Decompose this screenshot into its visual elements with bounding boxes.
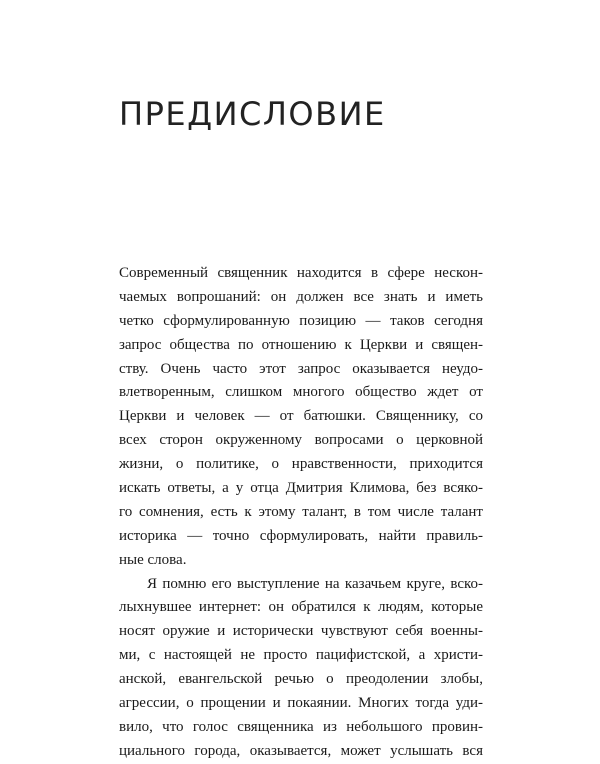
text-line: Я помню его выступление на казачьем круге, вско- [147, 575, 483, 592]
text-line: искать ответы, а у отца Дмитрия Климова, без всяко- [119, 480, 483, 497]
text-line: влетворенным, слишком многого общество ждет от [119, 384, 483, 401]
text-line: агрессии, о прощении и покаянии. Многих тогда уди- [119, 695, 483, 712]
text-line: анской, евангельской речью о преодолении злобы, [119, 671, 483, 688]
text-line: чаемых вопрошаний: он должен все знать и иметь [119, 288, 483, 305]
text-line: носят оружие и исторически чувствуют себя военны- [119, 623, 483, 640]
paragraph-1 [119, 262, 483, 573]
text-line: Церкви и человек — от батюшки. Священнику, со [119, 408, 483, 425]
text-line: вило, что голос священника из небольшого провин- [119, 718, 483, 735]
text-line: жизни, о политике, о нравственности, приходится [119, 456, 483, 473]
text-line: лыхнувшее интернет: он обратился к людям, которые [119, 599, 483, 616]
text-line: Современный священник находится в сфере нескон- [119, 265, 483, 281]
body-text [119, 262, 483, 764]
text-line: историка — точно сформулировать, найти правиль- [119, 527, 483, 544]
text-line: го сомнения, есть к этому талант, в том числе талант [119, 503, 483, 520]
text-line: циального города, оказывается, может услышать вся [119, 742, 483, 759]
paragraph-2 [119, 573, 483, 764]
text-line: запрос общества по отношению к Церкви и священ- [119, 336, 483, 353]
text-line: четко сформулированную позицию — таков сегодня [119, 312, 483, 329]
chapter-title: ПРЕДИСЛОВИЕ [119, 95, 386, 133]
text-line: всех сторон окруженному вопросами о церковной [119, 432, 483, 449]
text-line: ми, с настоящей не просто пацифистской, а христи- [119, 647, 483, 664]
text-line: ству. Очень часто этот запрос оказывается неудо- [119, 360, 483, 377]
text-line: ные слова. [119, 551, 187, 568]
